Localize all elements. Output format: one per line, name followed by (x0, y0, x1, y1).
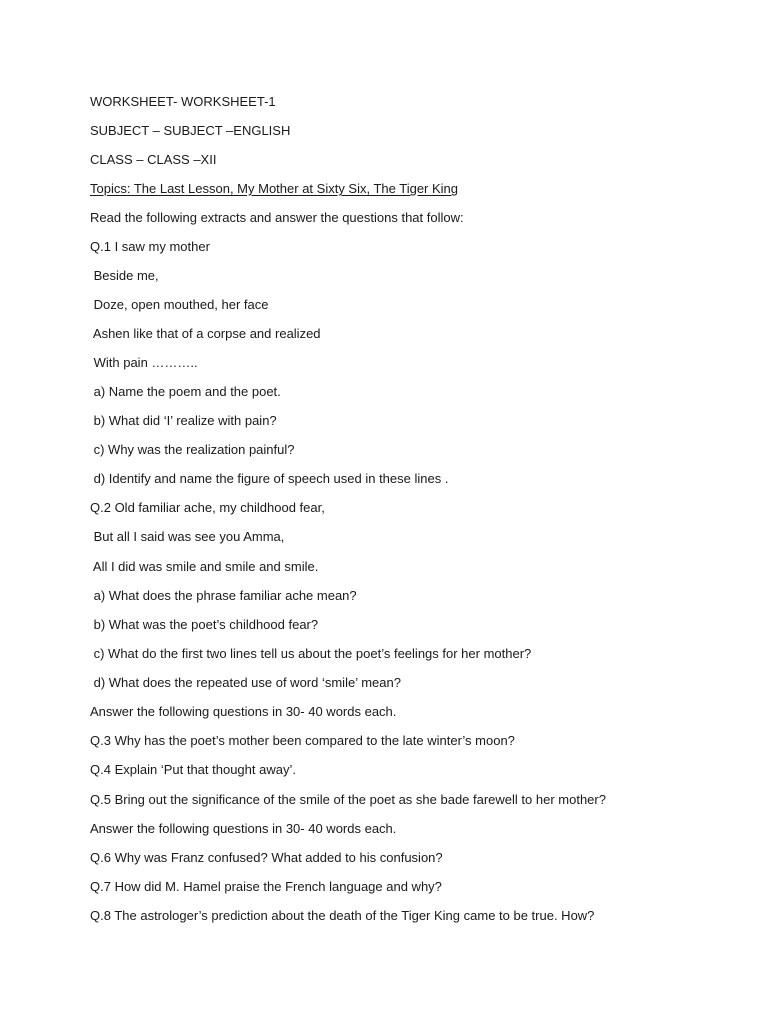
extract-line: Ashen like that of a corpse and realized (90, 326, 321, 341)
extract-line: Beside me, (90, 268, 159, 283)
instructions-line: Read the following extracts and answer the questions that follow: (90, 210, 464, 225)
sub-question: d) Identify and name the figure of speech used in these lines . (90, 471, 449, 486)
section-instruction: Answer the following questions in 30- 40 words each. (90, 821, 397, 836)
question-5: Q.5 Bring out the significance of the smile of the poet as she bade farewell to her mother? (90, 792, 606, 807)
class-line: CLASS – CLASS –XII (90, 152, 217, 167)
sub-question: b) What was the poet’s childhood fear? (90, 617, 319, 632)
section-instruction: Answer the following questions in 30- 40 words each. (90, 704, 397, 719)
topics-line: Topics: The Last Lesson, My Mother at Sixty Six, The Tiger King (90, 181, 459, 196)
sub-question: d) What does the repeated use of word ‘smile’ mean? (90, 675, 401, 690)
subject-line: SUBJECT – SUBJECT –ENGLISH (90, 123, 291, 138)
question-2: Q.2 Old familiar ache, my childhood fear, (90, 500, 325, 515)
sub-question: c) Why was the realization painful? (90, 442, 295, 457)
question-3: Q.3 Why has the poet’s mother been compared to the late winter’s moon? (90, 733, 515, 748)
question-1: Q.1 I saw my mother (90, 239, 210, 254)
extract-line: With pain ……….. (90, 355, 198, 370)
sub-question: a) Name the poem and the poet. (90, 384, 281, 399)
extract-line: Doze, open mouthed, her face (90, 297, 269, 312)
question-8: Q.8 The astrologer’s prediction about the death of the Tiger King came to be true. How? (90, 908, 595, 923)
sub-question: b) What did ‘I’ realize with pain? (90, 413, 277, 428)
sub-question: a) What does the phrase familiar ache mean? (90, 588, 357, 603)
question-4: Q.4 Explain ‘Put that thought away’. (90, 762, 296, 777)
question-6: Q.6 Why was Franz confused? What added to his confusion? (90, 850, 443, 865)
sub-question: c) What do the first two lines tell us about the poet’s feelings for her mother? (90, 646, 532, 661)
question-7: Q.7 How did M. Hamel praise the French language and why? (90, 879, 442, 894)
worksheet-title: WORKSHEET- WORKSHEET-1 (90, 94, 276, 109)
extract-line: All I did was smile and smile and smile. (90, 559, 319, 574)
extract-line: But all I said was see you Amma, (90, 529, 285, 544)
